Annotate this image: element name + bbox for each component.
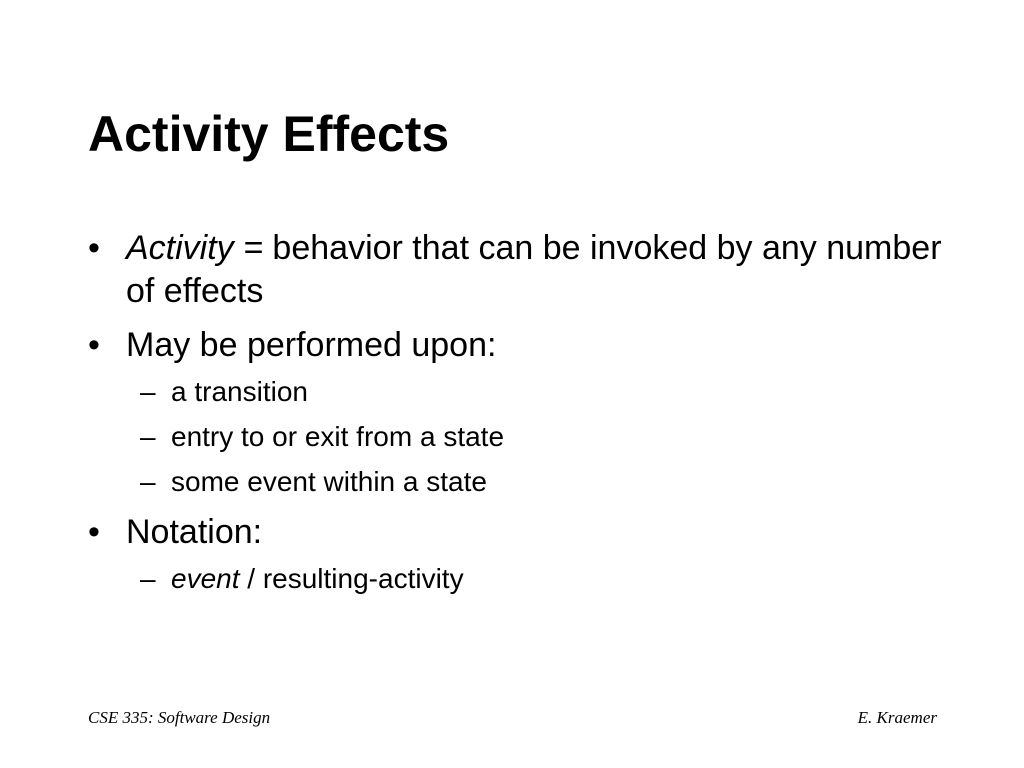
subitem-event-within-state — [140, 464, 940, 500]
subitem-marker: – — [140, 421, 156, 452]
subitem-transition — [140, 374, 940, 410]
bullet-marker: • — [88, 513, 100, 551]
subitem-entry-exit — [140, 419, 940, 455]
subitem-marker: – — [140, 563, 156, 594]
bullet-text: May be performed upon: — [126, 326, 497, 364]
bullet-definition: behavior that can be invoked by any number of effects — [126, 229, 942, 310]
subitem-term: event — [171, 563, 240, 594]
bullet-marker: • — [88, 229, 100, 267]
subitem-notation-format — [140, 561, 940, 597]
bullet-term: Activity = — [126, 229, 263, 267]
subitem-text: entry to or exit from a state — [171, 421, 505, 452]
subitem-text: some event within a state — [171, 466, 487, 497]
bullet-item-notation — [88, 511, 948, 554]
slide-title: Activity Effects — [88, 106, 450, 162]
subitem-text: a transition — [171, 376, 308, 407]
subitem-marker: – — [140, 466, 156, 497]
subitem-marker: – — [140, 376, 156, 407]
bullet-marker: • — [88, 326, 100, 364]
bullet-text — [126, 227, 948, 313]
bullet-item-activity — [88, 227, 948, 313]
footer-author: E. Kraemer — [857, 708, 937, 727]
subitem-rest: / resulting-activity — [239, 563, 464, 594]
footer-course: CSE 335: Software Design — [88, 708, 271, 727]
bullet-text: Notation: — [126, 513, 263, 551]
subitem-text — [171, 561, 940, 597]
bullet-item-performed-upon — [88, 324, 948, 367]
